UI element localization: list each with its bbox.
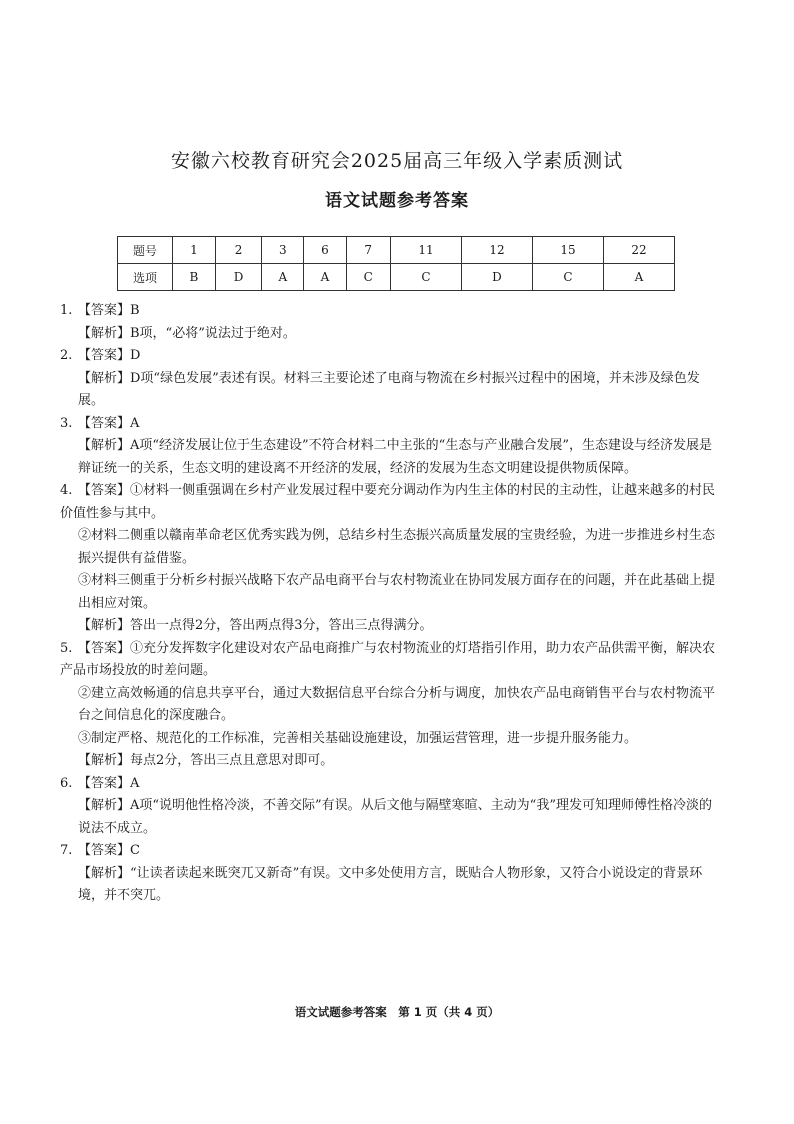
analysis-line: 【解析】A项“说明他性格冷淡，不善交际”有误。从后文他与隔壁寒暄、主动为“我”理发可知理师傅性格冷淡的说法不成立。 (78, 798, 712, 836)
item-number: 6. (60, 775, 73, 791)
row-label-option: 选项 (118, 264, 173, 291)
table-cell: 11 (390, 237, 461, 264)
page-title: 安徽六校教育研究会2025届高三年级入学素质测试 (170, 150, 624, 172)
answer-line: 【答案】D (78, 348, 141, 363)
answer-line: 【答案】B (78, 303, 140, 318)
table-cell: D (215, 264, 261, 291)
table-cell: 2 (215, 237, 261, 264)
answer-explanations (60, 300, 720, 908)
item-number: 2. (60, 348, 73, 363)
answer-item (60, 345, 720, 413)
answer-line: 【答案】C (78, 843, 140, 858)
table-cell: 1 (173, 237, 216, 264)
table-cell: 22 (603, 237, 674, 264)
analysis-line: 【解析】“让读者读起来既突兀又新奇”有误。文中多处使用方言，既贴合人物形象，又符合小说设定的背景环境，并不突兀。 (78, 865, 703, 903)
answer-table (117, 236, 675, 291)
item-number: 3. (60, 415, 73, 431)
table-cell: 12 (461, 237, 532, 264)
answer-item (60, 413, 720, 481)
answer-line: 【答案】A (78, 775, 140, 791)
table-cell: B (173, 264, 216, 291)
answer-point: ②建立高效畅通的信息共享平台，通过大数据信息平台综合分析与调度，加快农产品电商销售平台与农村物流平台之间信息化的深度融合。 (78, 685, 716, 723)
analysis-line: 【解析】B项，“必将”说法过于绝对。 (78, 325, 296, 341)
answer-item (60, 480, 720, 638)
answer-point: ②材料二侧重以赣南革命老区优秀实践为例，总结乡村生态振兴高质量发展的宝贵经验，为进一步推进乡村生态振兴提供有益借鉴。 (78, 528, 716, 566)
table-cell: A (603, 264, 674, 291)
table-cell: D (461, 264, 532, 291)
analysis-line: 【解析】每点2分，答出三点且意思对即可。 (78, 753, 334, 768)
answer-point: ③材料三侧重于分析乡村振兴战略下农产品电商平台与农村物流业在协同发展方面存在的问题，并在此基础上提出相应对策。 (78, 573, 716, 611)
answer-line: 【答案】①材料一侧重强调在乡村产业发展过程中要充分调动作为内生主体的村民的主动性，让越来越多的村民价值性参与其中。 (60, 483, 716, 521)
table-cell: 15 (532, 237, 603, 264)
answer-line: 【答案】①充分发挥数字化建设对农产品电商推广与农村物流业的灯塔指引作用，助力农产品供需平衡，解决农产品市场投放的时差问题。 (60, 640, 716, 678)
table-cell: 3 (262, 237, 304, 264)
table-cell: 7 (346, 237, 390, 264)
answer-item (60, 300, 720, 345)
item-number: 7. (60, 843, 73, 858)
answer-point: ③制定严格、规范化的工作标准，完善相关基础设施建设，加强运营管理，进一步提升服务能力。 (78, 730, 638, 746)
question-number-row (118, 237, 675, 264)
item-number: 4. (60, 483, 73, 498)
table-cell: C (390, 264, 461, 291)
answer-item (60, 638, 720, 773)
analysis-line: 【解析】D项“绿色发展”表述有误。材料三主要论述了电商与物流在乡村振兴过程中的困境，并未涉及绿色发展。 (78, 370, 700, 408)
table-cell: C (346, 264, 390, 291)
answer-item (60, 773, 720, 841)
row-label-question: 题号 (118, 237, 173, 264)
item-number: 1. (60, 303, 73, 318)
answer-option-row (118, 264, 675, 291)
analysis-line: 【解析】答出一点得2分，答出两点得3分，答出三点得满分。 (78, 618, 433, 633)
table-cell: 6 (304, 237, 346, 264)
item-number: 5. (60, 640, 73, 656)
table-cell: A (262, 264, 304, 291)
answer-line: 【答案】A (78, 415, 140, 431)
table-cell: C (532, 264, 603, 291)
analysis-line: 【解析】A项“经济发展让位于生态建设”不符合材料二中主张的“生态与产业融合发展”，生态建设与经济发展是辩证统一的关系，生态文明的建设离不开经济的发展，经济的发展为生态文明建设提供物质保障。 (78, 438, 712, 476)
table-cell: A (304, 264, 346, 291)
page-footer: 语文试题参考答案 第 1 页（共 4 页） (294, 1005, 500, 1019)
page-subtitle: 语文试题参考答案 (325, 191, 469, 211)
answer-item (60, 840, 720, 908)
